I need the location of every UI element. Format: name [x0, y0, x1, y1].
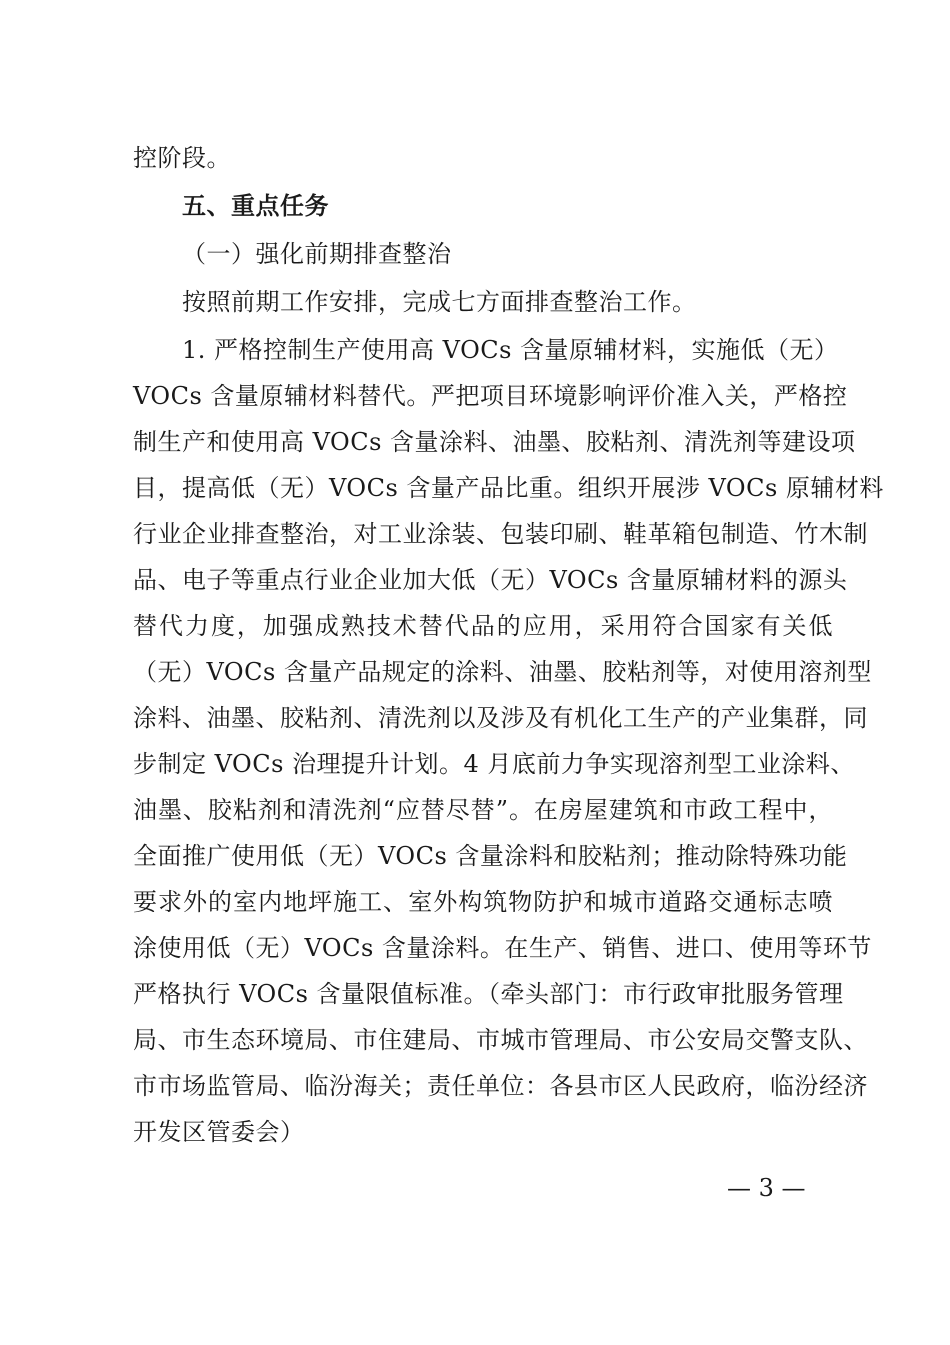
page-number: — 3 — [727, 1174, 806, 1202]
paragraph-line: 步制定 VOCs 治理提升计划。4 月底前力争实现溶剂型工业涂料、 [133, 750, 855, 778]
paragraph-line: 市市场监管局、临汾海关；责任单位：各县市区人民政府，临汾经济 [133, 1072, 868, 1100]
paragraph-line: 要求外的室内地坪施工、室外构筑物防护和城市道路交通标志喷 [133, 888, 833, 916]
section-heading: 五、重点任务 [182, 192, 329, 220]
paragraph-line: 目，提高低（无）VOCs 含量产品比重。组织开展涉 VOCs 原辅材料 [133, 474, 884, 502]
text-line-continuation: 控阶段。 [133, 144, 231, 172]
paragraph-line-last: 开发区管委会） [133, 1118, 305, 1146]
paragraph-line: 替代力度，加强成熟技术替代品的应用，采用符合国家有关低 [133, 612, 833, 640]
paragraph-line: （无）VOCs 含量产品规定的涂料、油墨、胶粘剂等，对使用溶剂型 [133, 658, 872, 686]
paragraph-line: 1. 严格控制生产使用高 VOCs 含量原辅材料，实施低（无） [182, 336, 839, 364]
paragraph-line: 局、市生态环境局、市住建局、市城市管理局、市公安局交警支队、 [133, 1026, 868, 1054]
paragraph-line: VOCs 含量原辅材料替代。严把项目环境影响评价准入关，严格控 [133, 382, 848, 410]
subsection-heading: （一）强化前期排查整治 [182, 240, 452, 268]
paragraph-line: 品、电子等重点行业企业加大低（无）VOCs 含量原辅材料的源头 [133, 566, 848, 594]
paragraph-line: 涂料、油墨、胶粘剂、清洗剂以及涉及有机化工生产的产业集群，同 [133, 704, 868, 732]
paragraph-line: 全面推广使用低（无）VOCs 含量涂料和胶粘剂；推动除特殊功能 [133, 842, 848, 870]
paragraph-line: 涂使用低（无）VOCs 含量涂料。在生产、销售、进口、使用等环节 [133, 934, 872, 962]
paragraph-line: 严格执行 VOCs 含量限值标准。（牵头部门：市行政审批服务管理 [133, 980, 844, 1008]
paragraph-line: 油墨、胶粘剂和清洗剂“应替尽替”。在房屋建筑和市政工程中， [133, 796, 833, 824]
paragraph-intro: 按照前期工作安排，完成七方面排查整治工作。 [182, 288, 697, 316]
paragraph-line: 制生产和使用高 VOCs 含量涂料、油墨、胶粘剂、清洗剂等建设项 [133, 428, 856, 456]
paragraph-line: 行业企业排查整治，对工业涂装、包装印刷、鞋革箱包制造、竹木制 [133, 520, 868, 548]
